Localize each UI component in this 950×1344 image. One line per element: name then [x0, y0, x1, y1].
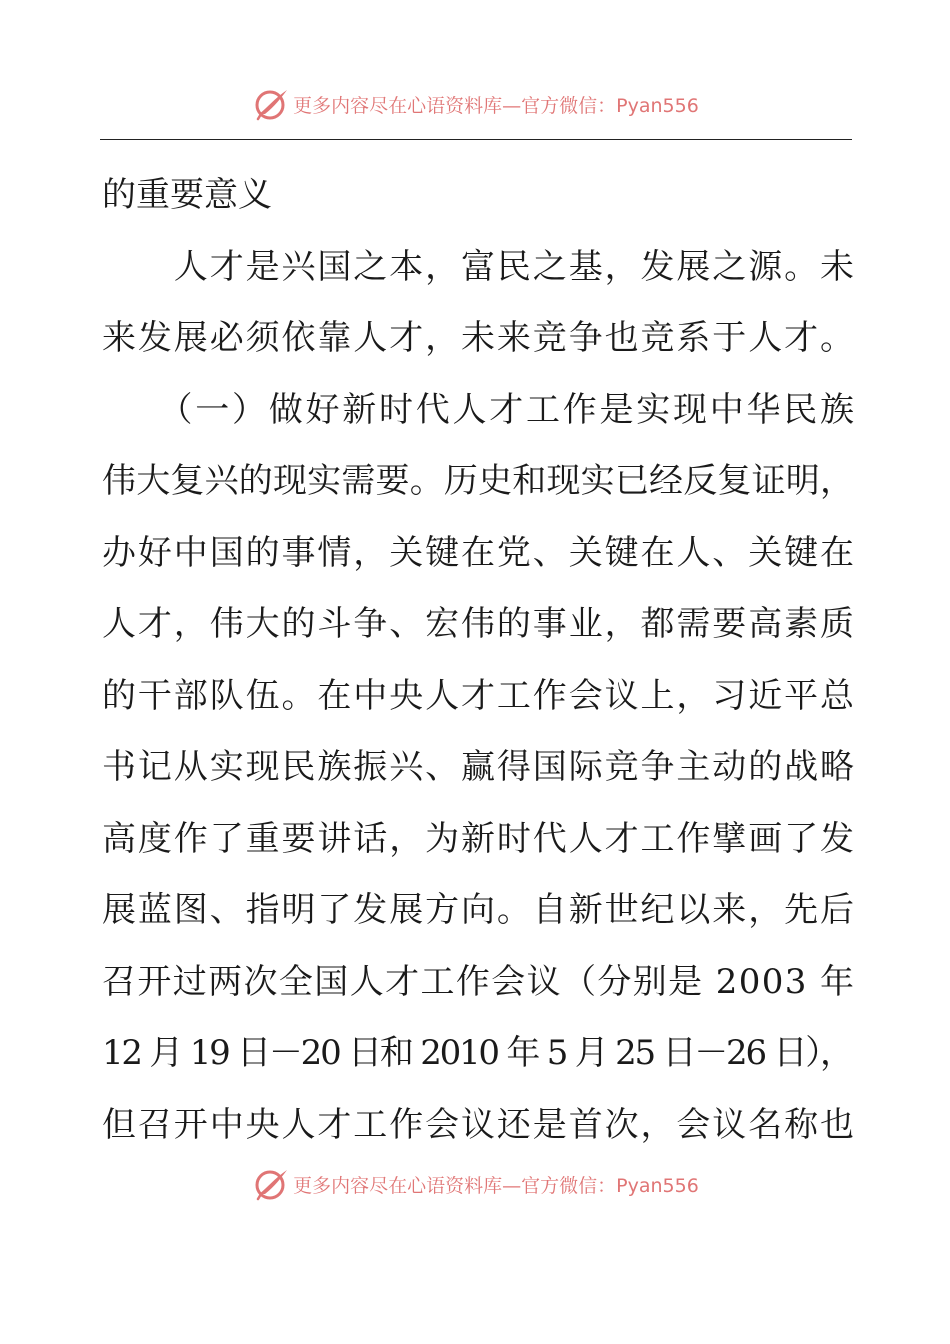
text-line-content: 的干部队伍。在中央人才工作会议上，习近平总 [102, 675, 856, 716]
text-line-content: （一）做好新时代人才工作是实现中华民族 [102, 389, 857, 430]
watermark-text-cn: 更多内容尽在心语资料库—官方微信： [293, 1174, 617, 1197]
text-line [102, 1018, 854, 1090]
text-line-content: 高度作了重要讲话，为新时代人才工作擘画了发 [102, 818, 856, 859]
text-line-content: 人才是兴国之本，富民之基，发展之源。未 [102, 246, 856, 287]
watermark-text [293, 91, 699, 118]
text-line [102, 518, 854, 590]
text-line [102, 947, 854, 1019]
text-line-content: 但召开中央人才工作会议还是首次，会议名称也 [102, 1104, 856, 1145]
watermark-text-cn: 更多内容尽在心语资料库—官方微信： [293, 94, 617, 117]
header-watermark [0, 84, 950, 124]
document-body [102, 160, 857, 1161]
text-line [102, 1090, 854, 1162]
text-line [102, 875, 854, 947]
text-line-content: 书记从实现民族振兴、赢得国际竞争主动的战略 [102, 747, 856, 787]
text-line [102, 661, 854, 733]
quill-in-circle-icon [251, 1164, 291, 1204]
text-line-content: 召开过两次全国人才工作会议（分别是 2003 年 [102, 961, 856, 1002]
text-line [102, 804, 854, 876]
text-line-content: 伟大复兴的现实需要。历史和现实已经反复证明， [102, 461, 855, 501]
text-line [102, 375, 857, 447]
text-line-content: 人才，伟大的斗争、宏伟的事业，都需要高素质 [102, 604, 856, 644]
text-line-content: 展蓝图、指明了发展方向。自新世纪以来，先后 [102, 890, 856, 930]
text-line [102, 232, 854, 304]
quill-in-circle-icon [251, 84, 291, 124]
text-line-content: 办好中国的事情，关键在党、关键在人、关键在 [102, 532, 856, 573]
text-line-content: 的重要意义 [102, 175, 272, 215]
watermark-wechat-id: Pyan556 [616, 94, 699, 117]
text-line [102, 446, 854, 518]
text-line-content: 来发展必须依靠人才，未来竞争也竞系于人才。 [102, 318, 856, 358]
text-line [102, 589, 854, 661]
header-divider [100, 139, 852, 140]
watermark-wechat-id: Pyan556 [616, 1174, 699, 1197]
footer-watermark [0, 1164, 950, 1204]
text-line [102, 303, 854, 375]
text-line [102, 160, 854, 232]
watermark-text [293, 1171, 699, 1198]
text-line [102, 732, 854, 804]
text-line-content: 12 月 19 日－20 日和 2010 年 5 月 25 日－26 日）， [102, 1033, 852, 1073]
